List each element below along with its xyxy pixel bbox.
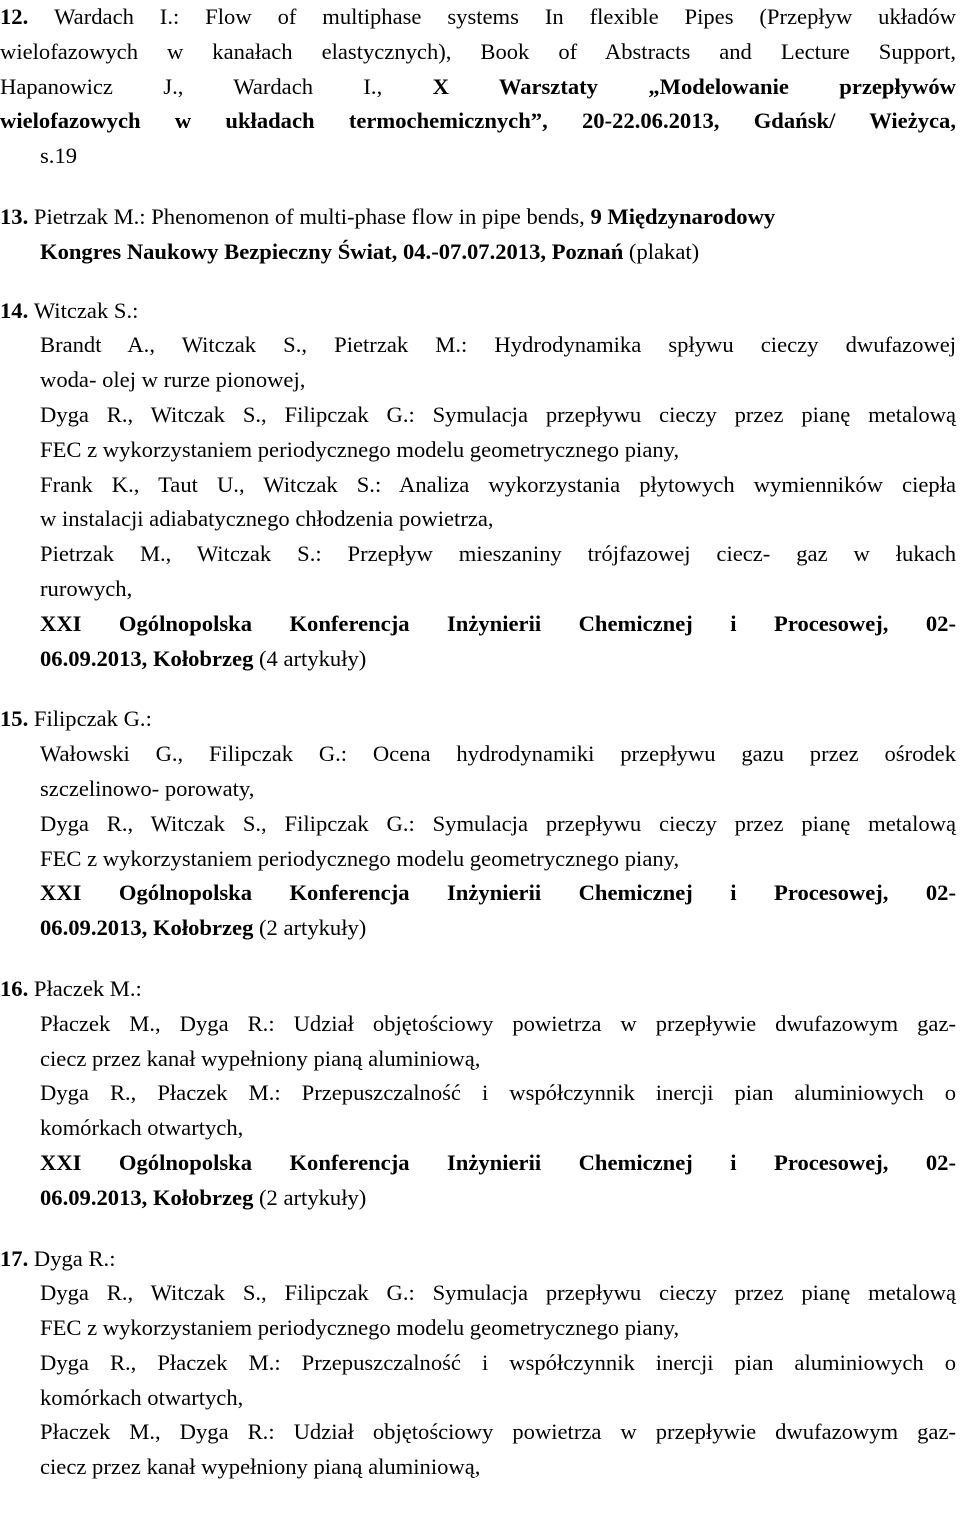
- entry-text-line: [0, 1181, 956, 1216]
- text-segment: FEC z wykorzystaniem periodycznego modelu geometrycznego piany,: [40, 436, 680, 462]
- entry-text-line: [0, 572, 956, 607]
- entry-heading-line: [0, 1242, 956, 1277]
- entry-text-line: [0, 328, 956, 363]
- entry-text-line: [0, 1076, 956, 1111]
- entry-text-line: [0, 1146, 956, 1181]
- text-segment: wielofazowych w kanałach elastycznych), Book of Abstracts and Lecture Support,: [0, 38, 956, 64]
- text-segment: Wardach I.: Flow of multiphase systems In flexible Pipes (Przepływ układów: [54, 4, 956, 29]
- publication-entry: [0, 200, 960, 270]
- entry-heading-line: [0, 972, 956, 1007]
- bold-text: XXI Ogólnopolska Konferencja Inżynierii Chemicznej i Procesowej, 02-: [40, 880, 956, 906]
- text-segment: szczelinowo- porowaty,: [40, 775, 255, 801]
- text-segment: komórkach otwartych,: [40, 1115, 244, 1141]
- bold-text: Kongres Naukowy Bezpieczny Świat, 04.-07.07.2013, Poznań: [40, 238, 624, 264]
- text-segment: Dyga R., Płaczek M.: Przepuszczalność i współczynnik inercji pian aluminiowych o: [40, 1080, 956, 1106]
- entry-number: 12.: [0, 4, 55, 29]
- bold-text: XXI Ogólnopolska Konferencja Inżynierii Chemicznej i Procesowej, 02-: [40, 610, 956, 636]
- entry-heading-line: [0, 294, 956, 329]
- text-segment: (2 artykuły): [253, 1184, 367, 1210]
- entry-text-line: [0, 139, 956, 174]
- entry-text-line: [0, 104, 956, 139]
- entry-text-line: [0, 642, 956, 677]
- text-segment: Dyga R., Witczak S., Filipczak G.: Symulacja przepływu cieczy przez pianę metalową: [40, 401, 956, 427]
- bold-text: 9 Międzynarodowy: [590, 203, 776, 229]
- text-segment: s.19: [40, 143, 78, 169]
- publication-entry: [0, 1242, 960, 1486]
- entry-text-line: [0, 1415, 956, 1450]
- entry-text-line: [0, 433, 956, 468]
- text-segment: Dyga R., Witczak S., Filipczak G.: Symulacja przepływu cieczy przez pianę metalową: [40, 810, 956, 836]
- entry-text-line: [0, 363, 956, 398]
- entry-text-line: [0, 876, 956, 911]
- entry-text-line: [0, 468, 956, 503]
- text-segment: Pietrzak M., Witczak S.: Przepływ mieszaniny trójfazowej ciecz- gaz w łukach: [40, 541, 956, 567]
- entry-number: 13.: [0, 203, 34, 229]
- bold-text: 06.09.2013, Kołobrzeg: [40, 645, 254, 671]
- entry-text-line: [0, 1381, 956, 1416]
- entry-text-line: [0, 1276, 956, 1311]
- text-segment: FEC z wykorzystaniem periodycznego modelu geometrycznego piany,: [40, 845, 680, 871]
- text-segment: woda- olej w rurze pionowej,: [40, 367, 306, 393]
- bold-text: XXI Ogólnopolska Konferencja Inżynierii Chemicznej i Procesowej, 02-: [40, 1149, 956, 1175]
- text-segment: Hapanowicz J., Wardach I.,: [0, 73, 433, 99]
- entry-text-line: [0, 1450, 956, 1485]
- text-segment: (plakat): [623, 238, 700, 264]
- text-segment: Brandt A., Witczak S., Pietrzak M.: Hydrodynamika spływu cieczy dwufazowej: [40, 332, 956, 358]
- entry-text-line: [0, 1111, 956, 1146]
- text-segment: Dyga R., Witczak S., Filipczak G.: Symulacja przepływu cieczy przez pianę metalową: [40, 1280, 956, 1306]
- text-segment: Frank K., Taut U., Witczak S.: Analiza wykorzystania płytowych wymienników ciepła: [40, 471, 956, 497]
- text-segment: Witczak S.:: [33, 297, 139, 323]
- text-segment: Filipczak G.:: [33, 706, 152, 732]
- entry-text-line: [0, 911, 956, 946]
- entry-number: 17.: [0, 1245, 34, 1271]
- text-segment: ciecz przez kanał wypełniony pianą aluminiową,: [40, 1454, 481, 1480]
- entry-text-line: [0, 398, 956, 433]
- entry-text-line: [0, 1042, 956, 1077]
- entry-text-line: [0, 807, 956, 842]
- text-segment: Wałowski G., Filipczak G.: Ocena hydrodynamiki przepływu gazu przez ośrodek: [40, 741, 956, 767]
- text-segment: FEC z wykorzystaniem periodycznego modelu geometrycznego piany,: [40, 1315, 680, 1341]
- entry-text-line: [0, 35, 956, 70]
- text-segment: komórkach otwartych,: [40, 1384, 244, 1410]
- text-segment: Płaczek M.:: [33, 975, 142, 1001]
- text-segment: (4 artykuły): [253, 645, 367, 671]
- entry-text-line: [0, 1007, 956, 1042]
- publication-entry: [0, 294, 960, 677]
- entry-number: 15.: [0, 706, 34, 732]
- publication-entry: [0, 0, 960, 174]
- bold-text: X Warsztaty „Modelowanie przepływów: [432, 73, 956, 99]
- publication-entry: [0, 972, 960, 1216]
- text-segment: rurowych,: [40, 575, 133, 601]
- text-segment: Płaczek M., Dyga R.: Udział objętościowy powietrza w przepływie dwufazowym gaz-: [40, 1010, 956, 1036]
- bold-text: wielofazowych w układach termochemicznych”, 20-22.06.2013, Gdańsk/ Wieżyca,: [0, 108, 956, 134]
- entry-number: 16.: [0, 975, 34, 1001]
- text-segment: (2 artykuły): [253, 915, 367, 941]
- entry-text-line: [0, 70, 956, 105]
- text-segment: Dyga R., Płaczek M.: Przepuszczalność i współczynnik inercji pian aluminiowych o: [40, 1349, 956, 1375]
- entry-text-line: [0, 235, 956, 270]
- entry-text-line: [0, 842, 956, 877]
- entry-text-line: [0, 537, 956, 572]
- text-segment: Dyga R.:: [33, 1245, 116, 1271]
- entry-heading-line: [0, 200, 956, 235]
- publication-entry: [0, 702, 960, 946]
- entry-heading-line: [0, 702, 956, 737]
- text-segment: Pietrzak M.: Phenomenon of multi-phase flow in pipe bends,: [33, 203, 591, 229]
- text-segment: w instalacji adiabatycznego chłodzenia powietrza,: [40, 506, 494, 532]
- entry-text-line: [0, 772, 956, 807]
- bold-text: 06.09.2013, Kołobrzeg: [40, 915, 254, 941]
- text-segment: ciecz przez kanał wypełniony pianą aluminiową,: [40, 1045, 481, 1071]
- entry-heading-line: [0, 0, 956, 35]
- entry-text-line: [0, 502, 956, 537]
- entry-number: 14.: [0, 297, 34, 323]
- entry-text-line: [0, 607, 956, 642]
- bold-text: 06.09.2013, Kołobrzeg: [40, 1184, 254, 1210]
- entry-text-line: [0, 1346, 956, 1381]
- entry-text-line: [0, 737, 956, 772]
- entry-text-line: [0, 1311, 956, 1346]
- text-segment: Płaczek M., Dyga R.: Udział objętościowy powietrza w przepływie dwufazowym gaz-: [40, 1419, 956, 1445]
